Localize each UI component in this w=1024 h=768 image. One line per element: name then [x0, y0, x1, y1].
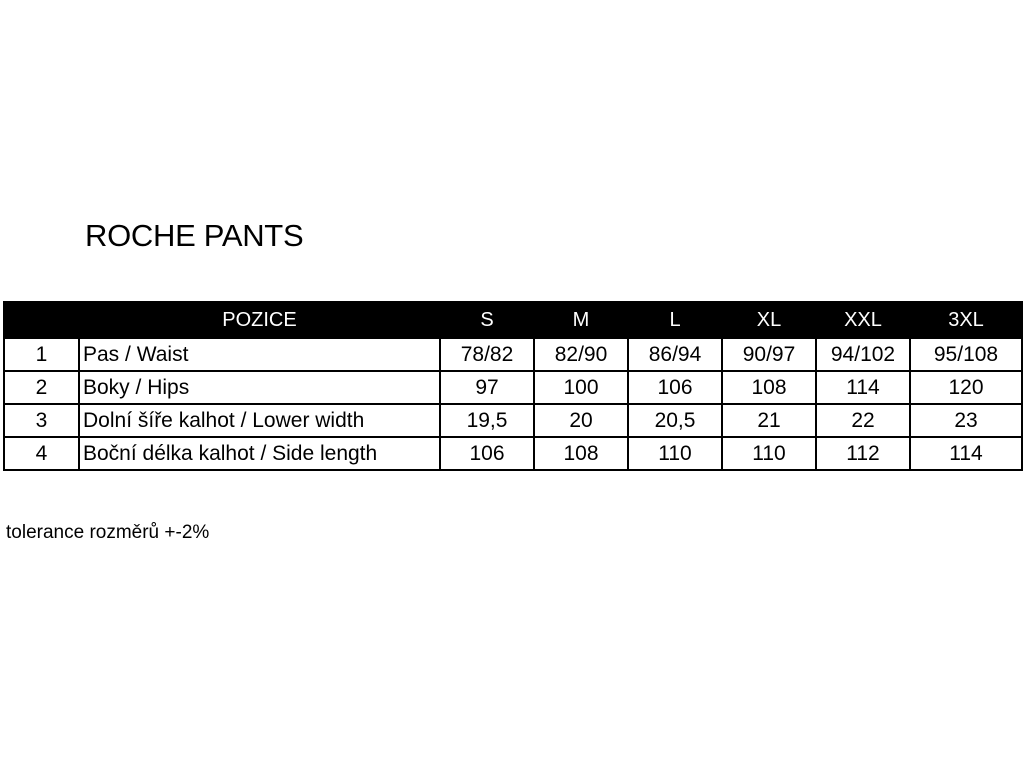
cell-value: 108: [722, 371, 816, 404]
cell-value: 21: [722, 404, 816, 437]
table-row: [4, 371, 1022, 404]
cell-value: 78/82: [440, 338, 534, 371]
row-index: 3: [4, 404, 79, 437]
cell-value: 114: [910, 437, 1022, 470]
header-size-xl: XL: [722, 302, 816, 338]
cell-value: 90/97: [722, 338, 816, 371]
row-name: Boky / Hips: [79, 371, 440, 404]
header-size-s: S: [440, 302, 534, 338]
header-size-l: L: [628, 302, 722, 338]
header-size-3xl: 3XL: [910, 302, 1022, 338]
size-table: [3, 301, 1023, 471]
cell-value: 23: [910, 404, 1022, 437]
page-title: ROCHE PANTS: [85, 218, 304, 253]
table-row: [4, 437, 1022, 470]
cell-value: 97: [440, 371, 534, 404]
cell-value: 86/94: [628, 338, 722, 371]
cell-value: 108: [534, 437, 628, 470]
cell-value: 95/108: [910, 338, 1022, 371]
cell-value: 110: [722, 437, 816, 470]
header-position: POZICE: [79, 302, 440, 338]
row-index: 1: [4, 338, 79, 371]
cell-value: 112: [816, 437, 910, 470]
row-index: 2: [4, 371, 79, 404]
table-row: [4, 338, 1022, 371]
table-row: [4, 404, 1022, 437]
header-index: [4, 302, 79, 338]
row-name: Pas / Waist: [79, 338, 440, 371]
cell-value: 106: [440, 437, 534, 470]
cell-value: 94/102: [816, 338, 910, 371]
row-index: 4: [4, 437, 79, 470]
cell-value: 22: [816, 404, 910, 437]
cell-value: 110: [628, 437, 722, 470]
cell-value: 20,5: [628, 404, 722, 437]
table-header-row: [4, 302, 1022, 338]
row-name: Dolní šíře kalhot / Lower width: [79, 404, 440, 437]
cell-value: 114: [816, 371, 910, 404]
cell-value: 19,5: [440, 404, 534, 437]
cell-value: 82/90: [534, 338, 628, 371]
cell-value: 120: [910, 371, 1022, 404]
cell-value: 106: [628, 371, 722, 404]
cell-value: 20: [534, 404, 628, 437]
header-size-xxl: XXL: [816, 302, 910, 338]
tolerance-note: tolerance rozměrů +-2%: [6, 522, 210, 543]
cell-value: 100: [534, 371, 628, 404]
row-name: Boční délka kalhot / Side length: [79, 437, 440, 470]
header-size-m: M: [534, 302, 628, 338]
